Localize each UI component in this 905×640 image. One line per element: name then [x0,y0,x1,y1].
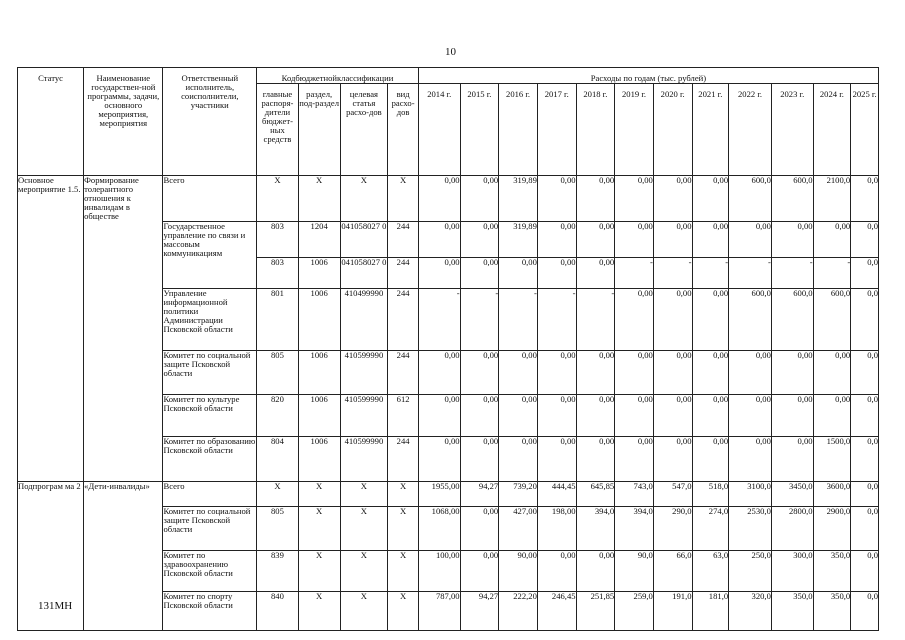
table-header [18,68,879,176]
target-article-cell: 041058027 0 [340,221,388,258]
target-article-cell: 410599990 [340,437,388,482]
participant-cell: Комитет по культуре Псковской области [163,395,257,437]
year-value-cell: 222,20 [499,592,538,631]
year-value-cell: 0,0 [851,551,879,592]
year-value-cell: 0,00 [499,437,538,482]
year-value-cell: 0,00 [537,176,576,222]
year-value-cell: 0,00 [692,289,729,351]
table-row [18,221,879,258]
participant-cell: Комитет по здравоохранению Псковской области [163,551,257,592]
section-cell: 1006 [298,258,340,289]
year-value-cell: 1500,0 [813,437,851,482]
code-column-header: вид расхо-дов [388,84,419,176]
year-value-cell: 246,45 [537,592,576,631]
year-value-cell: 2800,0 [771,507,813,551]
year-value-cell: 319,89 [499,221,538,258]
year-value-cell: 0,00 [729,221,772,258]
section-cell: 1006 [298,395,340,437]
year-value-cell: 0,00 [653,176,692,222]
year-value-cell: 0,00 [615,351,654,395]
year-value-cell: 743,0 [615,482,654,507]
status-cell-empty [18,289,84,351]
program-name-cell-empty [84,507,163,551]
year-column-header: 2023 г. [771,84,813,176]
status-cell-empty [18,395,84,437]
col-status: Статус [18,68,84,176]
target-article-cell: 410599990 [340,395,388,437]
year-value-cell: 198,00 [537,507,576,551]
year-value-cell: 0,00 [460,351,499,395]
year-value-cell: 100,00 [418,551,460,592]
year-value-cell: 0,00 [653,437,692,482]
table-row [18,395,879,437]
col-budget-code: Кодбюджетнойклассификации [257,68,419,84]
year-value-cell: 0,0 [851,289,879,351]
program-name-cell-empty [84,395,163,437]
year-value-cell: 444,45 [537,482,576,507]
status-cell-empty [18,551,84,592]
year-value-cell: 0,0 [851,482,879,507]
year-value-cell: - [653,258,692,289]
year-value-cell: 600,0 [771,176,813,222]
year-value-cell: 0,0 [851,176,879,222]
year-value-cell: 0,0 [851,507,879,551]
year-value-cell: 1955,00 [418,482,460,507]
status-cell-empty [18,258,84,289]
year-value-cell: 0,00 [460,176,499,222]
section-cell: 1006 [298,289,340,351]
year-value-cell: 0,00 [615,176,654,222]
table-row [18,289,879,351]
year-value-cell: 2530,0 [729,507,772,551]
year-value-cell: 0,00 [460,258,499,289]
year-value-cell: - [418,289,460,351]
status-cell-empty [18,507,84,551]
table-row [18,437,879,482]
year-value-cell: 0,00 [537,437,576,482]
section-cell: X [298,592,340,631]
table-row [18,176,879,222]
year-value-cell: 0,0 [851,395,879,437]
year-value-cell: 0,00 [653,351,692,395]
target-article-cell: X [340,176,388,222]
grbs-cell: 803 [257,258,299,289]
status-cell-empty [18,351,84,395]
year-value-cell: 2100,0 [813,176,851,222]
program-name-cell-empty [84,592,163,631]
year-value-cell: - [729,258,772,289]
year-value-cell: 274,0 [692,507,729,551]
year-value-cell: 0,00 [653,395,692,437]
section-cell: X [298,551,340,592]
year-value-cell: 427,00 [499,507,538,551]
year-value-cell: 251,85 [576,592,615,631]
expense-type-cell: X [388,551,419,592]
participant-cell: Комитет по социальной защите Псковской области [163,507,257,551]
grbs-cell: 820 [257,395,299,437]
participant-cell: Всего [163,176,257,222]
code-column-header: раздел, под-раздел [298,84,340,176]
year-value-cell: - [499,289,538,351]
target-article-cell: X [340,507,388,551]
grbs-cell: 801 [257,289,299,351]
target-article-cell: 410599990 [340,351,388,395]
program-name-cell-empty [84,258,163,289]
target-article-cell: 041058027 0 [340,258,388,289]
year-value-cell: 0,00 [576,258,615,289]
year-value-cell: 0,00 [615,289,654,351]
year-value-cell: 319,89 [499,176,538,222]
year-column-header: 2015 г. [460,84,499,176]
code-column-header: целевая статья расхо-дов [340,84,388,176]
expense-type-cell: 244 [388,221,419,258]
grbs-cell: 804 [257,437,299,482]
table-row [18,507,879,551]
year-value-cell: 0,00 [813,395,851,437]
year-value-cell: 0,00 [615,437,654,482]
year-value-cell: 739,20 [499,482,538,507]
year-value-cell: 645,85 [576,482,615,507]
participant-cell: Комитет по социальной защите Псковской области [163,351,257,395]
year-value-cell: 0,00 [460,507,499,551]
year-column-header: 2019 г. [615,84,654,176]
expense-type-cell: X [388,176,419,222]
table-row [18,592,879,631]
budget-table [17,67,879,631]
year-value-cell: 0,00 [499,351,538,395]
target-article-cell: X [340,592,388,631]
year-value-cell: 518,0 [692,482,729,507]
year-column-header: 2016 г. [499,84,538,176]
year-column-header: 2020 г. [653,84,692,176]
year-value-cell: 63,0 [692,551,729,592]
year-value-cell: 90,00 [499,551,538,592]
year-value-cell: 0,00 [418,176,460,222]
grbs-cell: X [257,482,299,507]
year-value-cell: 0,00 [576,395,615,437]
grbs-cell: 805 [257,507,299,551]
year-value-cell: 0,00 [771,395,813,437]
year-value-cell: 787,00 [418,592,460,631]
year-column-header: 2022 г. [729,84,772,176]
year-value-cell: 0,00 [692,351,729,395]
year-column-header: 2018 г. [576,84,615,176]
year-value-cell: 0,0 [851,221,879,258]
year-value-cell: 0,00 [460,221,499,258]
year-value-cell: - [576,289,615,351]
year-value-cell: 350,0 [771,592,813,631]
year-value-cell: - [813,258,851,289]
year-value-cell: 0,00 [576,176,615,222]
year-value-cell: - [537,289,576,351]
year-value-cell: 3100,0 [729,482,772,507]
section-cell: 1006 [298,351,340,395]
year-value-cell: 0,00 [537,258,576,289]
header-row-top [18,68,879,84]
year-value-cell: 600,0 [729,176,772,222]
year-value-cell: 0,0 [851,437,879,482]
status-cell: Подпрограм ма 2 [18,482,84,507]
year-value-cell: 0,0 [851,592,879,631]
year-value-cell: 600,0 [771,289,813,351]
expense-type-cell: 612 [388,395,419,437]
table-row [18,258,879,289]
code-column-header: главные распоря-дители бюджет-ных средств [257,84,299,176]
expense-type-cell: 244 [388,437,419,482]
year-value-cell: 0,00 [813,351,851,395]
section-cell: X [298,507,340,551]
year-value-cell: 3450,0 [771,482,813,507]
year-column-header: 2017 г. [537,84,576,176]
participant-cell: Комитет по спорту Псковской области [163,592,257,631]
col-expenses: Расходы по годам (тыс. рублей) [418,68,878,84]
table-row [18,482,879,507]
year-column-header: 2024 г. [813,84,851,176]
year-value-cell: 1068,00 [418,507,460,551]
col-program-name: Наименование государствен-ной программы, задачи, основного мероприятия, мероприятия [84,68,163,176]
year-value-cell: 600,0 [729,289,772,351]
year-value-cell: 0,00 [692,176,729,222]
program-name-cell-empty [84,551,163,592]
year-value-cell: 0,00 [729,437,772,482]
year-value-cell: 350,0 [813,592,851,631]
year-value-cell: 0,00 [460,395,499,437]
year-value-cell: 66,0 [653,551,692,592]
year-value-cell: 290,0 [653,507,692,551]
grbs-cell: 840 [257,592,299,631]
program-name-cell: «Дети-инвалиды» [84,482,163,507]
year-value-cell: 0,00 [729,395,772,437]
section-cell: X [298,176,340,222]
page-number: 10 [445,46,456,58]
program-name-cell-empty [84,351,163,395]
expense-type-cell: X [388,592,419,631]
participant-cell [163,258,257,289]
target-article-cell: 410499990 [340,289,388,351]
year-value-cell: 300,0 [771,551,813,592]
year-value-cell: 600,0 [813,289,851,351]
year-value-cell: 0,0 [851,258,879,289]
year-value-cell: 94,27 [460,482,499,507]
grbs-cell: 805 [257,351,299,395]
section-cell: 1006 [298,437,340,482]
section-cell: X [298,482,340,507]
year-value-cell: 0,00 [499,258,538,289]
year-value-cell: 94,27 [460,592,499,631]
year-value-cell: 90,0 [615,551,654,592]
table-row [18,351,879,395]
year-value-cell: 0,00 [692,437,729,482]
expense-type-cell: X [388,482,419,507]
year-value-cell: 0,00 [771,437,813,482]
target-article-cell: X [340,551,388,592]
expense-type-cell: 244 [388,258,419,289]
year-value-cell: 0,0 [851,351,879,395]
expense-type-cell: 244 [388,289,419,351]
year-value-cell: 0,00 [576,551,615,592]
year-value-cell: 0,00 [418,351,460,395]
program-name-cell: Формирование толерантного отношения к инвалидам в обществе [84,176,163,222]
status-cell: Основное мероприятие 1.5. [18,176,84,222]
year-value-cell: 0,00 [537,221,576,258]
year-value-cell: 547,0 [653,482,692,507]
year-value-cell: 0,00 [771,221,813,258]
year-value-cell: 0,00 [653,289,692,351]
year-value-cell: 0,00 [418,395,460,437]
year-value-cell: 394,0 [576,507,615,551]
year-value-cell: 0,00 [813,221,851,258]
col-responsible: Ответственный исполнитель, соисполнители, участники [163,68,257,176]
year-value-cell: 0,00 [537,395,576,437]
year-value-cell: 0,00 [418,221,460,258]
year-value-cell: 0,00 [576,221,615,258]
year-value-cell: 350,0 [813,551,851,592]
status-cell-empty [18,221,84,258]
target-article-cell: X [340,482,388,507]
year-value-cell: 250,0 [729,551,772,592]
participant-cell: Комитет по образованию Псковской области [163,437,257,482]
year-value-cell: - [771,258,813,289]
year-value-cell: 0,00 [418,437,460,482]
year-value-cell: 0,00 [615,395,654,437]
year-value-cell: 394,0 [615,507,654,551]
participant-cell: Управление информационной политики Администрации Псковской области [163,289,257,351]
year-value-cell: 0,00 [460,437,499,482]
year-value-cell: 2900,0 [813,507,851,551]
year-value-cell: - [615,258,654,289]
grbs-cell: 839 [257,551,299,592]
year-value-cell: 0,00 [576,351,615,395]
year-value-cell: 3600,0 [813,482,851,507]
year-value-cell: 0,00 [537,351,576,395]
grbs-cell: X [257,176,299,222]
year-value-cell: 0,00 [460,551,499,592]
year-value-cell: 181,0 [692,592,729,631]
year-value-cell: - [460,289,499,351]
expense-type-cell: X [388,507,419,551]
year-value-cell: - [692,258,729,289]
year-column-header: 2025 г. [851,84,879,176]
table-row [18,551,879,592]
program-name-cell-empty [84,221,163,258]
section-cell: 1204 [298,221,340,258]
status-cell-empty [18,437,84,482]
expense-type-cell: 244 [388,351,419,395]
grbs-cell: 803 [257,221,299,258]
year-value-cell: 0,00 [692,221,729,258]
year-value-cell: 259,0 [615,592,654,631]
year-column-header: 2014 г. [418,84,460,176]
year-value-cell: 320,0 [729,592,772,631]
year-value-cell: 0,00 [615,221,654,258]
participant-cell: Всего [163,482,257,507]
year-value-cell: 0,00 [499,395,538,437]
year-value-cell: 191,0 [653,592,692,631]
year-value-cell: 0,00 [729,351,772,395]
year-value-cell: 0,00 [576,437,615,482]
year-value-cell: 0,00 [653,221,692,258]
footer-code: 131МН [38,600,73,612]
program-name-cell-empty [84,437,163,482]
table-body [18,176,879,631]
year-value-cell: 0,00 [771,351,813,395]
year-column-header: 2021 г. [692,84,729,176]
year-value-cell: 0,00 [537,551,576,592]
year-value-cell: 0,00 [418,258,460,289]
program-name-cell-empty [84,289,163,351]
year-value-cell: 0,00 [692,395,729,437]
participant-cell: Государственное управление по связи и массовым коммуникациям [163,221,257,258]
